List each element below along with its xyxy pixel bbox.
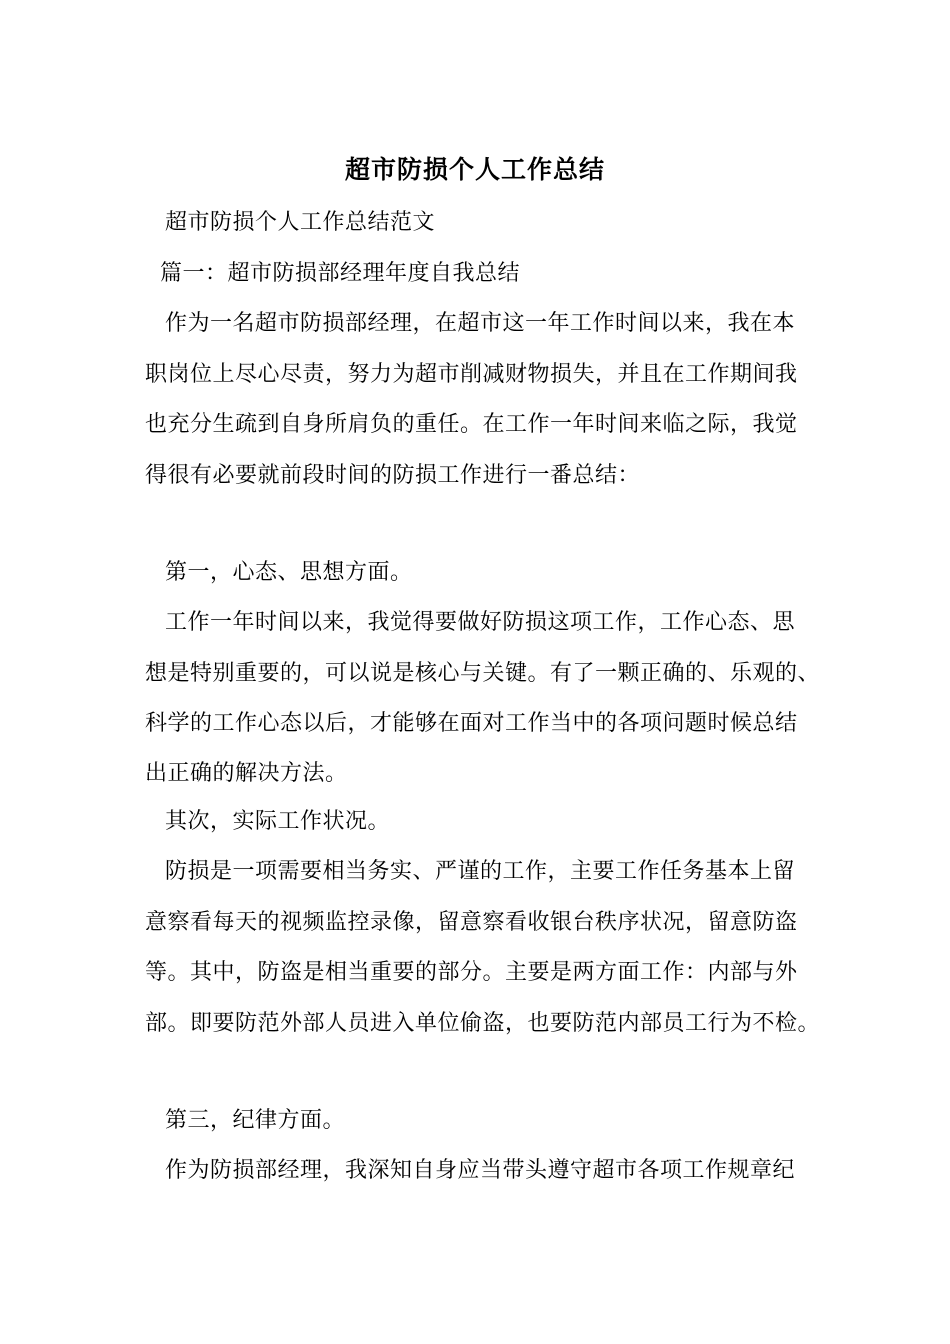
paragraph-line: 部。即要防范外部人员进入单位偷盗，也要防范内部员工行为不检。 — [145, 1011, 821, 1036]
paragraph-line: 作为防损部经理，我深知自身应当带头遵守超市各项工作规章纪 — [165, 1158, 796, 1183]
paragraph-line: 科学的工作心态以后，才能够在面对工作当中的各项问题时候总结 — [145, 711, 798, 736]
paragraph-line: 出正确的解决方法。 — [145, 761, 348, 786]
paragraph-line: 等。其中，防盗是相当重要的部分。主要是两方面工作：内部与外 — [145, 960, 798, 985]
section-heading: 其次，实际工作状况。 — [165, 809, 391, 834]
paragraph-line: 意察看每天的视频监控录像，留意察看收银台秩序状况，留意防盗 — [145, 910, 798, 935]
section-heading: 篇一：超市防损部经理年度自我总结 — [160, 261, 521, 286]
document-title: 超市防损个人工作总结 — [344, 155, 605, 184]
subtitle-line: 超市防损个人工作总结范文 — [165, 210, 436, 235]
paragraph-line: 防损是一项需要相当务实、严谨的工作，主要工作任务基本上留 — [165, 859, 796, 884]
paragraph-line: 也充分生疏到自身所肩负的重任。在工作一年时间来临之际，我觉 — [145, 412, 798, 437]
section-heading: 第一，心态、思想方面。 — [165, 560, 413, 585]
section-heading: 第三，纪律方面。 — [165, 1108, 346, 1133]
paragraph-line: 得很有必要就前段时间的防损工作进行一番总结： — [145, 463, 641, 488]
paragraph-line: 工作一年时间以来，我觉得要做好防损这项工作，工作心态、思 — [165, 610, 796, 635]
paragraph-line: 想是特别重要的，可以说是核心与关键。有了一颗正确的、乐观的、 — [145, 661, 821, 686]
paragraph-line: 职岗位上尽心尽责，努力为超市削减财物损失，并且在工作期间我 — [145, 362, 798, 387]
paragraph-line: 作为一名超市防损部经理，在超市这一年工作时间以来，我在本 — [165, 311, 796, 336]
